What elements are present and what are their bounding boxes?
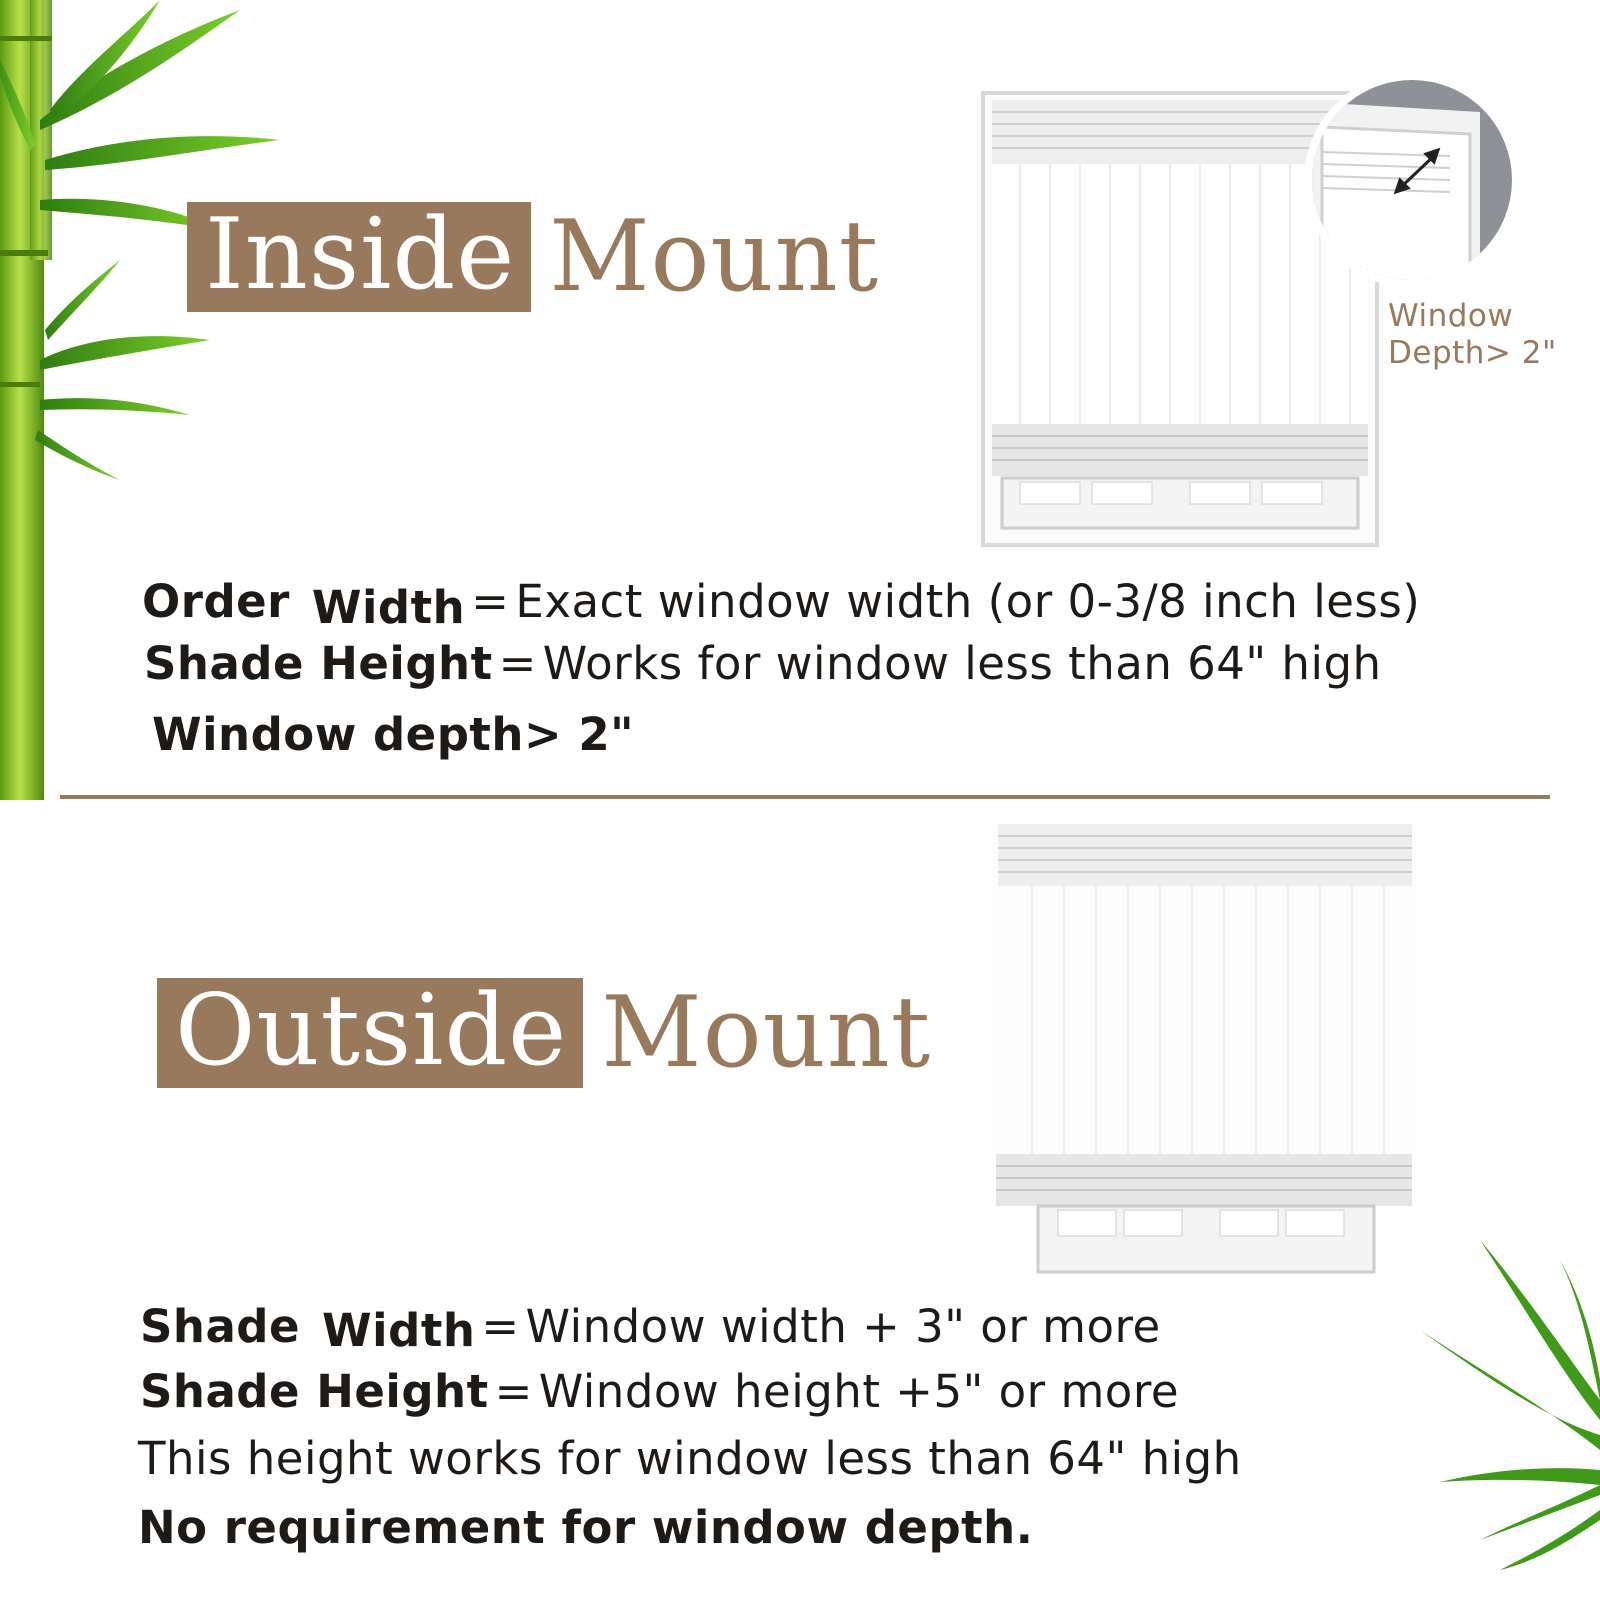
inside-title-boxed: Inside [187, 202, 531, 312]
inside-height-value: Works for window less than 64" high [542, 637, 1382, 690]
shade-height-label: Shade Height [140, 1365, 489, 1418]
inside-order-width-line [142, 575, 1421, 634]
inside-title-plain: Mount [549, 200, 880, 314]
equals-sign: = [498, 637, 537, 690]
window-depth-label: Window depth [152, 708, 524, 761]
bamboo-node [0, 250, 48, 256]
inside-width-value: Exact window width (or 0-3/8 inch less) [515, 575, 1421, 628]
bamboo-node [0, 382, 40, 387]
bamboo-leaf [1440, 1468, 1600, 1485]
order-label: Order [142, 575, 290, 628]
outside-height-value: Window height +5" or more [538, 1365, 1180, 1418]
inside-mount-title [187, 198, 880, 314]
window-depth-detail-image [1300, 72, 1530, 292]
bamboo-leaf [1500, 1510, 1600, 1570]
shade-height-label: Shade Height [144, 637, 493, 690]
bamboo-leaves-illustration [1420, 1220, 1600, 1600]
outside-title-boxed: Outside [157, 978, 583, 1088]
outside-height-note [138, 1432, 1242, 1485]
bamboo-leaf [40, 336, 210, 370]
depth-note-text: No requirement for window depth. [138, 1501, 1034, 1554]
section-divider [60, 795, 1550, 799]
outside-width-value: Window width + 3" or more [525, 1300, 1161, 1353]
shade-label: Shade [140, 1300, 301, 1353]
bamboo-leaf [45, 260, 120, 340]
bamboo-leaf [1480, 1240, 1600, 1420]
outside-mount-title [157, 974, 932, 1090]
inside-window-depth-line [152, 708, 634, 761]
width-label: Width [311, 581, 466, 634]
bamboo-leaf [35, 430, 120, 480]
bamboo-leaf [40, 398, 190, 415]
outside-depth-note [138, 1501, 1033, 1554]
width-label: Width [322, 1304, 476, 1357]
equals-sign: = [481, 1300, 520, 1353]
window-depth-value: > 2" [523, 708, 635, 761]
equals-sign: = [494, 1365, 533, 1418]
equals-sign: = [471, 575, 510, 628]
outside-shade-height-line [140, 1365, 1179, 1418]
outside-mount-shade-image [992, 824, 1418, 1276]
height-note-text: This height works for window less than 64" high [138, 1432, 1242, 1485]
bamboo-leaf [45, 136, 280, 170]
depth-caption-line1: Window [1388, 298, 1514, 334]
inside-shade-height-line [144, 637, 1382, 690]
window-depth-caption [1388, 298, 1557, 372]
outside-title-plain: Mount [601, 976, 932, 1090]
outside-shade-width-line [140, 1300, 1161, 1357]
bamboo-node [0, 36, 52, 41]
depth-caption-line2: Depth> 2" [1388, 335, 1557, 371]
bamboo-leaf [1420, 1330, 1600, 1450]
